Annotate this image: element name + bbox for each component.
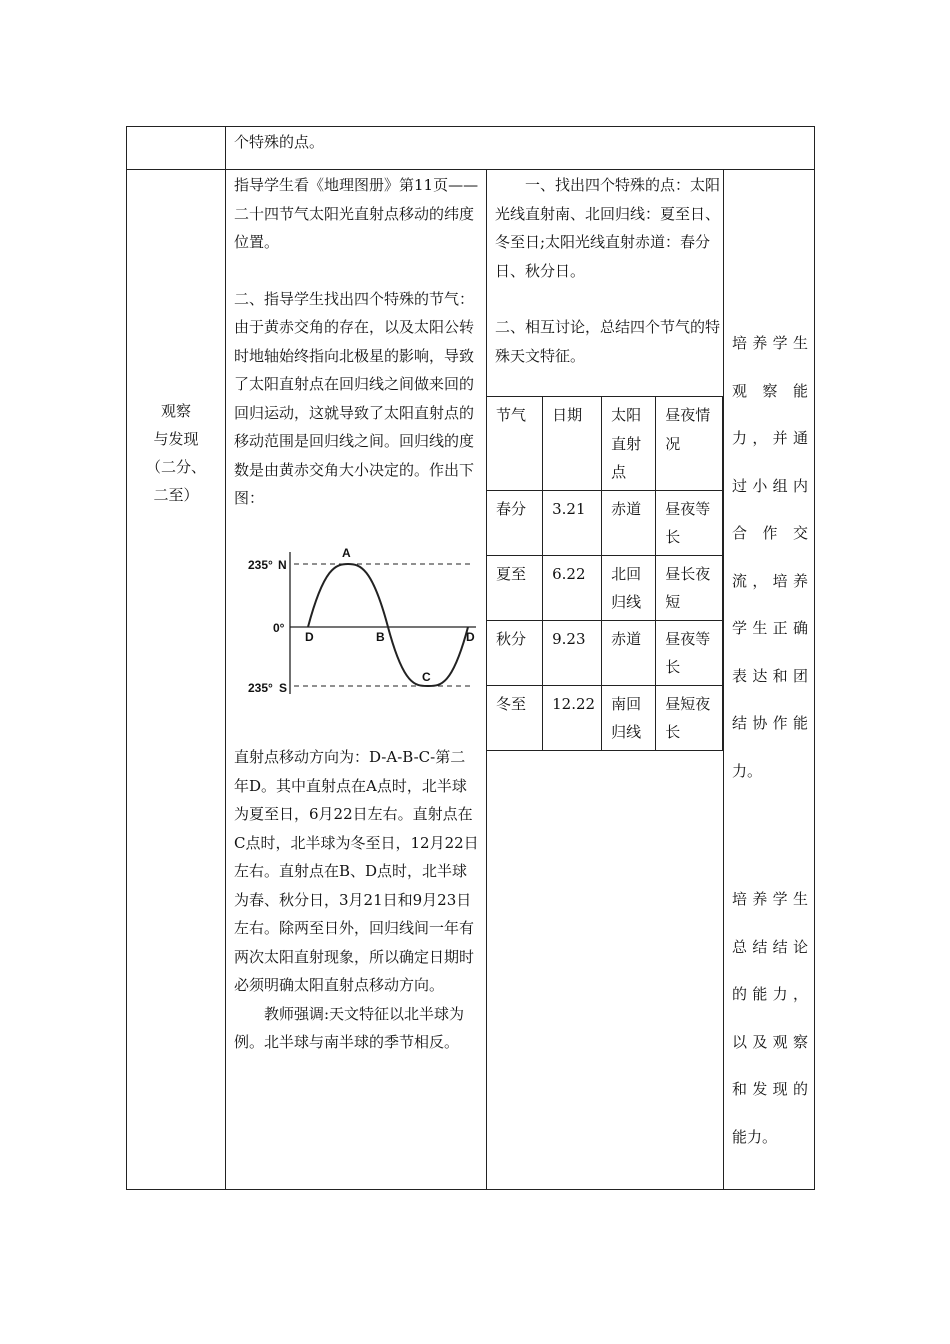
purpose-line: 观察能 — [732, 381, 808, 400]
table-cell: 昼短夜长 — [656, 685, 723, 750]
table-cell: 赤道 — [602, 620, 656, 685]
teacher-activities — [234, 171, 479, 513]
row-divider — [126, 169, 815, 170]
purpose-line: 能力。 — [732, 1127, 778, 1146]
lat-bottom-label: 235° — [248, 681, 273, 695]
table-cell: 昼长夜短 — [656, 555, 723, 620]
teacher-activities-cont — [234, 743, 479, 1057]
purpose-block-1 — [732, 320, 808, 795]
table-cell: 12.22 — [543, 685, 602, 750]
teacher-para-2-title: 二、指导学生找出四个特殊的节气： — [234, 289, 475, 308]
top-row-text: 个特殊的点。 — [234, 133, 325, 151]
purpose-line: 表达和团 — [732, 666, 808, 685]
point-c-label: C — [422, 670, 431, 684]
purpose-line: 和发现的 — [732, 1080, 808, 1098]
purpose-line: 流，培养 — [732, 571, 808, 590]
header-cell: 太阳直射点 — [602, 397, 656, 491]
table-cell: 春分 — [487, 490, 543, 555]
purpose-line: 的能力， — [732, 985, 808, 1003]
purpose-line: 学生正确 — [732, 619, 808, 637]
point-a-label: A — [342, 546, 351, 560]
purpose-line: 力。 — [732, 761, 763, 780]
table-cell: 夏至 — [487, 555, 543, 620]
point-b-label: B — [376, 630, 385, 644]
student-para-2: 二、相互讨论，总结四个节气的特殊天文特征。 — [495, 318, 721, 365]
teacher-para-4: 教师强调:天文特征以北半球为例。北半球与南半球的季节相反。 — [234, 1004, 465, 1051]
teacher-para-1: 指导学生看《地理图册》第11页——二十四节气太阳光直射点移动的纬度位置。 — [234, 176, 479, 251]
table-cell: 昼夜等长 — [656, 490, 723, 555]
table-cell: 赤道 — [602, 490, 656, 555]
table-row — [487, 620, 723, 685]
purpose-line: 培养学生 — [732, 890, 808, 908]
section-label — [128, 397, 224, 509]
point-d-left-label: D — [305, 630, 314, 644]
table-cell: 3.21 — [543, 490, 602, 555]
table-row — [487, 490, 723, 555]
teacher-para-2-body: 由于黄赤交角的存在，以及太阳公转时地轴始终指向北极星的影响，导致了太阳直射点在回归线之间做来回的回归运动，这就导致了太阳直射点的移动范围是回归线之间。回归线的度数是由黄赤交角大小决定的。作出下图： — [234, 318, 475, 507]
header-cell: 节气 — [487, 397, 543, 491]
purpose-line: 合作交 — [732, 524, 808, 542]
point-d-right-label: D — [466, 630, 475, 644]
purpose-line: 过小组内 — [732, 476, 808, 495]
table-header-row — [487, 397, 723, 491]
purpose-line: 总结结论 — [732, 937, 808, 956]
student-activities — [495, 171, 720, 370]
teacher-para-3: 直射点移动方向为：D-A-B-C-第二年D。其中直射点在A点时，北半球为夏至日，6月22日左右。直射点在C点时，北半球为冬至日，12月22日左右。直射点在B、D点时，北半球为春、秋分日，3月21日和9月23日左右。除两至日外，回归线间一年有两次太阳直射现象，所以确定日期时必须明确太阳直射点移动方向。 — [234, 748, 479, 994]
purpose-line: 力，并通 — [732, 429, 808, 447]
table-row — [487, 555, 723, 620]
purpose-line: 培养学生 — [732, 334, 808, 352]
purpose-line: 以及观察 — [732, 1032, 808, 1051]
section-label-line-4: 二至） — [153, 486, 199, 504]
header-cell: 昼夜情况 — [656, 397, 723, 491]
table-cell: 冬至 — [487, 685, 543, 750]
solar-terms-table — [486, 396, 723, 751]
col-divider-1 — [225, 126, 226, 1190]
table-cell: 9.23 — [543, 620, 602, 685]
section-label-line-3: （二分、 — [145, 458, 206, 476]
header-cell: 日期 — [543, 397, 602, 491]
purpose-block-2 — [732, 876, 808, 1161]
south-label: S — [279, 681, 288, 695]
section-label-line-1: 观察 — [160, 402, 191, 420]
purpose-line: 结协作能 — [732, 714, 808, 732]
table-row — [487, 685, 723, 750]
table-cell: 北回归线 — [602, 555, 656, 620]
col-divider-3 — [723, 169, 724, 1190]
table-cell: 昼夜等长 — [656, 620, 723, 685]
student-para-1: 一、找出四个特殊的点：太阳光线直射南、北回归线：夏至日、冬至日;太阳光线直射赤道：春分日、秋分日。 — [495, 176, 721, 280]
table-cell: 秋分 — [487, 620, 543, 685]
lat-top-label: 235° — [248, 558, 273, 572]
lat-zero-label: 0° — [273, 621, 285, 635]
north-label: N — [278, 558, 287, 572]
table-cell: 南回归线 — [602, 685, 656, 750]
table-cell: 6.22 — [543, 555, 602, 620]
section-label-line-2: 与发现 — [153, 430, 199, 448]
direct-point-diagram — [236, 542, 481, 702]
